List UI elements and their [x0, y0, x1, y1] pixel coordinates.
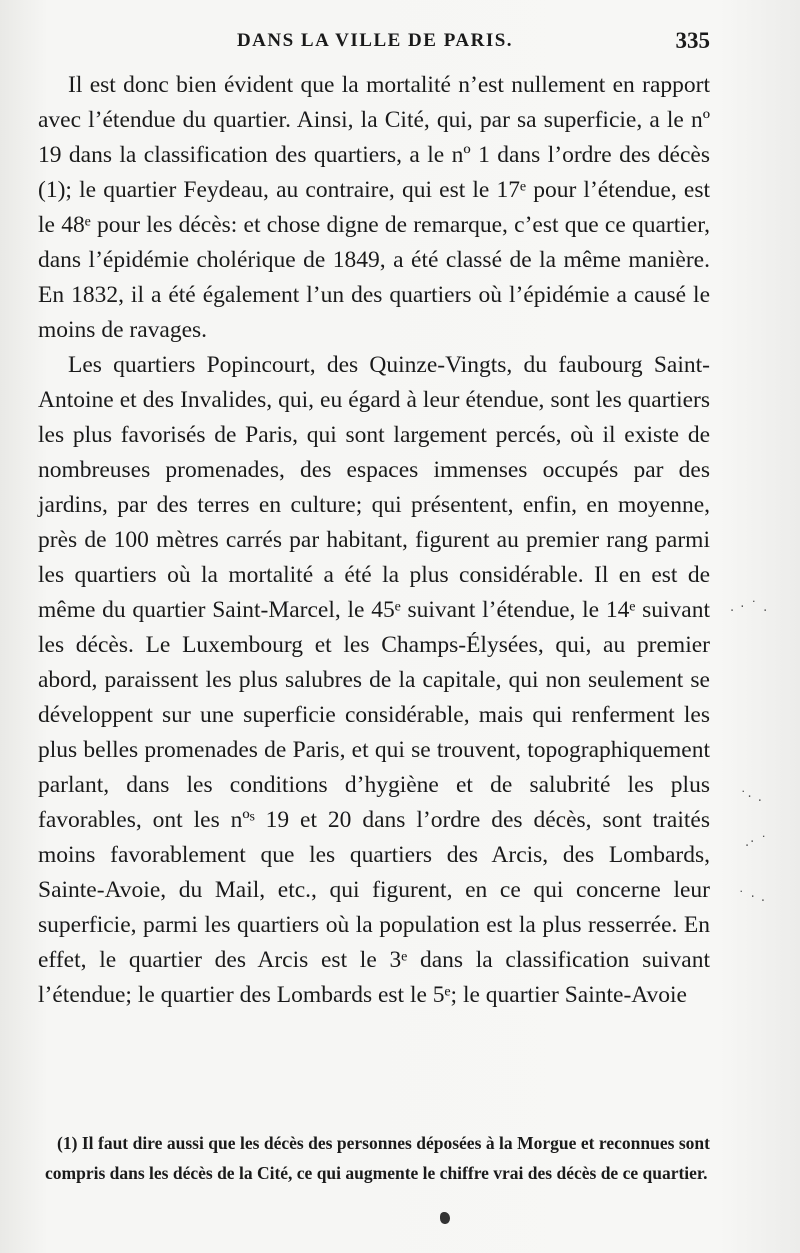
- ink-blot: [440, 1212, 450, 1224]
- margin-smudge: ˙· .: [740, 790, 763, 805]
- paragraph-2: Les quartiers Popincourt, des Quinze-Vingts, du faubourg Saint-Antoine et des Invalides, qui, eu égard à leur étendue, sont les quartiers les plus favorisés de Paris, qui sont largement percés, où il existe de nombreuses promenades, des espaces immenses occupés par des jardins, par des terres en culture; qui présentent, enfin, en moyenne, près de 100 mètres carrés par habitant, figurent au premier rang parmi les quartiers où la mortalité a été la plus considérable. Il en est de même du quartier Saint-Marcel, le 45ᵉ suivant l’étendue, le 14ᵉ suivant les décès. Le Luxembourg et les Champs-Élysées, qui, au premier abord, paraissent les plus salubres de la capitale, qui non seulement se développent sur une superficie considérable, mais qui renferment les plus belles promenades de Paris, et qui se trouvent, topographiquement parlant, dans les conditions d’hygiène et de salubrité les plus favorables, ont les nºˢ 19 et 20 dans l’ordre des décès, sont traités moins favorablement que les quartiers des Arcis, des Lombards, Sainte-Avoie, du Mail, etc., qui figurent, en ce qui concerne leur superficie, parmi les quartiers où la population est la plus resserrée. En effet, le quartier des Arcis est le 3ᵉ dans la classification suivant l’étendue; le quartier des Lombards est le 5ᵉ; le quartier Sainte-Avoie: [38, 352, 710, 1008]
- margin-smudge: .· ˙: [745, 835, 768, 850]
- margin-smudge: . · ˙ .: [730, 600, 769, 615]
- page-number: 335: [675, 28, 710, 53]
- footnote: (1) Il faut dire aussi que les décès des personnes déposées à la Morgue et reconnues sont compris dans les décès de la Cité, ce qui augmente le chiffre vrai des décès de ce quartier.: [45, 1133, 710, 1183]
- margin-smudge: ˙ · .: [738, 890, 767, 905]
- running-title: DANS LA VILLE DE PARIS.: [236, 30, 514, 51]
- body-text: [38, 68, 710, 1013]
- running-head: [40, 30, 710, 60]
- paragraph-1: Il est donc bien évident que la mortalité n’est nullement en rapport avec l’étendue du quartier. Ainsi, la Cité, qui, par sa superficie, a le nº 19 dans la classification des quartiers, a le nº 1 dans l’ordre des décès (1); le quartier Feydeau, au contraire, qui est le 17ᵉ pour l’étendue, est le 48ᵉ pour les décès: et chose digne de remarque, c’est que ce quartier, dans l’épidémie cholérique de 1849, a été classé de la même manière. En 1832, il a été également l’un des quartiers où l’épidémie a causé le moins de ravages.: [38, 72, 710, 343]
